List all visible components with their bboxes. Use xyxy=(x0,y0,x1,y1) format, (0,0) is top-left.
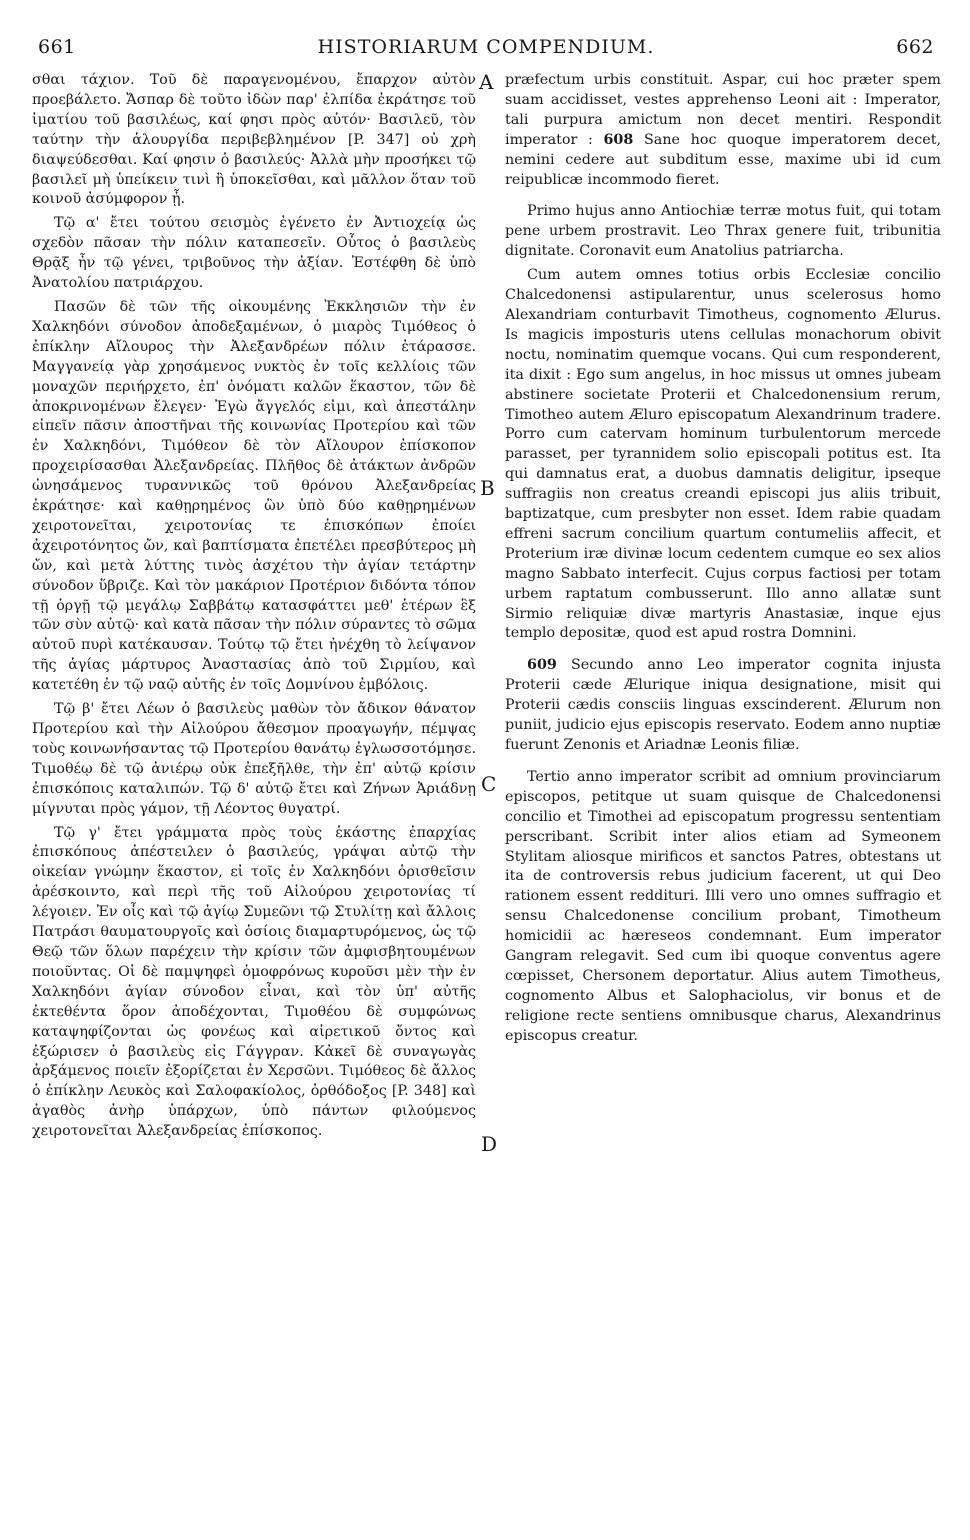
section-marker-b: B xyxy=(480,476,495,500)
greek-paragraph: σθαι τάχιον. Τοῦ δὲ παραγενομένου, ἔπαρχον αὐτὸν προεβάλετο. Ἄσπαρ δὲ τοῦτο ἰδὼν παρ' ἐλπίδα ἐκράτησε τοῦ ἱματίου τοῦ βασιλέως, καί φησι πρὸς αὐτόν· Βασιλεῦ, τὸν ταύτην τὴν ἁλουργίδα περιβεβλημένον [P. 347] οὐ χρὴ διαψεύδεσθαι. Καί φησιν ὁ βασιλεύς· Ἀλλὰ μὴν προσήκει τῷ βασιλεῖ μὴ ὑπείκειν τινὶ ἢ ὑποκεῖσθαι, καὶ μᾶλλον ὅταν τοῦ κοινοῦ ἀσύμφορον ᾖ. xyxy=(32,72,476,208)
section-number: 608 xyxy=(603,131,634,148)
greek-column xyxy=(32,71,476,1146)
latin-paragraph-text: Primo hujus anno Antiochiæ terræ motus fuit, qui totam pene urbem prostravit. Leo Thrax genere fuit, tribunitia dignitate. Coronavit eum Anatolius patriarcha. xyxy=(505,203,941,260)
greek-paragraph: Τῷ α' ἔτει τούτου σεισμὸς ἐγένετο ἐν Ἀντιοχείᾳ ὡς σχεδὸν πᾶσαν τὴν πόλιν καταπεσεῖν. Οὗτος ὁ βασιλεὺς Θρᾷξ ἦν τῷ γένει, τριβοῦνος τὴν ἀξίαν. Ἐστέφθη δὲ ὑπὸ Ἀνατολίου πατριάρχου. xyxy=(32,215,476,292)
latin-paragraph-text: Secundo anno Leo imperator cognita injusta Proterii cæde Ælurique iniqua designatione, misit qui Proterii cædis consciis linguas exscinderent. Ælurum non puniit, judicio ejus episcopis reservato. Eodem anno nuptiæ fuerunt Zenonis et Ariadnæ Leonis filiæ. xyxy=(505,657,942,753)
latin-paragraph-text: Tertio anno imperator scribit ad omnium provinciarum episcopos, petitque ut suam quisque de Chalcedonensi concilio et Timothei ad episcopatum progressu sententiam perscribant. Scribit inter alios etiam ad Symeonem Stylitam aliosque mirificos et sanctos Patres, obtestans ut ita de controversis rebus judicium facerent, ut qui Deo rationem essent reddituri. Illi vero uno omnes suffragio et sensu Chalcedonense concilium probant, Timotheum homicidii ac hæreseos condemnant. Eum imperator Gangram relegavit. Sed cum ibi quoque conventus agere cœpisset, Chersonem deportatur. Alius autem Timotheus, cognomento Albus et Salophaciolus, vir bonus et de religione recte sentiens omnibusque charus, Alexandrinus episcopus creatur. xyxy=(505,768,941,1044)
section-marker-c: C xyxy=(481,772,497,796)
section-marker-a: A xyxy=(479,70,494,94)
greek-paragraph: Τῷ β' ἔτει Λέων ὁ βασιλεὺς μαθὼν τὸν ἄδικον θάνατον Προτερίου καὶ τὴν Αἰλούρου ἄθεσμον προαγωγήν, πέμψας τοὺς κοινωνήσαντας τῷ Προτερίου θανάτῳ ἐγλωσσοτόμησε. Τιμοθέῳ δὲ τῷ ἀνιέρῳ οὐκ ἐπεξῆλθε, τὴν ἐπ' αὐτῷ κρίσιν ἐπισκόποις καταλιπών. Τῷ δ' αὐτῷ ἔτει καὶ Ζήνων Ἀριάδνῃ μίγνυται πρὸς γάμον, τῇ Λέοντος θυγατρί. xyxy=(32,701,476,817)
section-number: 609 xyxy=(527,657,557,674)
greek-paragraph: Τῷ γ' ἔτει γράμματα πρὸς τοὺς ἑκάστης ἐπαρχίας ἐπισκόπους ἀπέστειλεν ὁ βασιλεύς, γράψαι αὐτῷ τὴν οἰκείαν γνώμην ἕκαστον, εἰ τοῖς ἐν Χαλκηδόνι ὁρισθεῖσιν ἀρέσκοιντο, καὶ περὶ τῆς τοῦ Αἰλούρου χειροτονίας τί λέγοιεν. Ἐν οἷς καὶ τῷ ἁγίῳ Συμεῶνι τῷ Στυλίτῃ καὶ ἄλλοις Πατράσι θαυματουργοῖς καὶ ὁσίοις διαμαρτυρόμενος, ὡς τῷ Θεῷ τῶν ὅλων παρέχειν τὴν κρίσιν τῶν ἀμφισβητουμένων ποιοῦντας. Οἱ δὲ παμψηφεὶ ὁμοφρόνως κυροῦσι μὲν τὴν ἐν Χαλκηδόνι ἁγίαν σύνοδον εἶναι, καὶ τὸν ὑπ' αὐτῆς ἐκτεθέντα ὅρον ἀποδέχονται, Τιμοθέου δὲ συμφώνως καταψηφίζονται ὡς φονέως καὶ αἱρετικοῦ ὄντος καὶ ἐξώρισεν ὁ βασιλεὺς εἰς Γάγγραν. Κἀκεῖ δὲ συναγωγὰς ἀρξάμενος ποιεῖν ἐξορίζεται ἐν Χερσῶνι. Τιμόθεος δὲ ἄλλος ὁ ἐπίκλην Λευκὸς καὶ Σαλοφακίολος, ὀρθόδοξος [P. 348] καὶ ἀγαθὸς ἀνὴρ ὑπάρχων, ὑπὸ πάντων φιλούμενος χειροτονεῖται Ἀλεξανδρείας ἐπίσκοπος. xyxy=(32,824,476,1140)
running-title: HISTORIARUM COMPENDIUM. xyxy=(317,36,655,58)
section-marker-d: D xyxy=(481,1132,498,1156)
latin-paragraph xyxy=(505,266,941,644)
latin-paragraph xyxy=(505,71,941,190)
latin-paragraph-text: præfectum urbis constituit. Aspar, cui hoc præter spem suam accidisset, vestes apprehenso Leoni ait : Imperator, tali purpura amictum non decet mentiri. Respondit imperator : xyxy=(505,72,941,148)
latin-column xyxy=(505,71,941,1051)
page-number-right: 662 xyxy=(896,36,934,58)
latin-paragraph xyxy=(505,656,941,756)
running-header xyxy=(38,36,934,60)
page-number-left: 661 xyxy=(38,36,76,58)
latin-paragraph xyxy=(505,202,941,262)
latin-paragraph xyxy=(505,768,941,1047)
latin-paragraph-text: Sane hoc quoque imperatorem decet, nemini cedere aut subditum esse, maxime ubi id cum reipublicæ incommodo fieret. xyxy=(505,131,942,188)
latin-paragraph-text: Cum autem omnes totius orbis Ecclesiæ concilio Chalcedonensi astipularentur, unus scelerosus homo Alexandriam conturbavit Timotheus, cognomento Ælurus. Is magicis imposturis utens cellulas monachorum obivit noctu, nominatim quemque vocans. Qui cum responderent, ita dixit : Ego sum angelus, in hoc missus ut omnes jubeam abstinere societate Proterii et Chalcedonensium rerum, Timotheo autem Æluro episcopatum Alexandrinum tradere. Porro cum catervam hominum turbulentorum mercede parasset, per tyrannidem solio episcopali potitus est. Ita qui damnatus erat, a duobus damnatis deligitur, ipseque suffragiis non creatus creandi episcopi jus aliis tribuit, baptizatque, cum presbyter non esset. Idem rabie quadam effreni sacrum concilium quartum contumeliis affecit, et Proterium iræ divinæ locum cedentem cumque eo sex alios magno Sabbato interfecit. Cujus corpus factiosi per totam urbem raptatum combusserunt. Illo anno allatæ sunt Sirmio reliquiæ divæ martyris Anastasiæ, inque ejus templo depositæ, quod est apud rostra Domnini. xyxy=(505,267,941,642)
greek-paragraph: Πασῶν δὲ τῶν τῆς οἰκουμένης Ἐκκλησιῶν τὴν ἐν Χαλκηδόνι σύνοδον ἀποδεξαμένων, ὁ μιαρὸς Τιμόθεος ὁ ἐπίκλην Αἴλουρος τὴν Ἀλεξανδρέων πόλιν ἐτάρασσε. Μαγγανείᾳ γὰρ χρησάμενος νυκτὸς ἐν τοῖς κελλίοις τῶν μοναχῶν περιήρχετο, ἐπ' ὀνόματι καλῶν ἕκαστον, τῶν δὲ ἀποκρινομένων ἔλεγεν· Ἐγὼ ἄγγελός εἰμι, καὶ ἀπεστάλην εἰπεῖν πᾶσιν ἀποστῆναι τῆς κοινωνίας Προτερίου καὶ τῶν ἐν Χαλκηδόνι, Τιμόθεον δὲ τὸν Αἴλουρον ἐπίσκοπον προχειρίσασθαι Ἀλεξανδρείας. Πλῆθος δὲ ἀτάκτων ἀνδρῶν ὠνησάμενος τυραννικῶς τοῦ θρόνου Ἀλεξανδρείας ἐκράτησε· καὶ καθῃρημένος ὢν ὑπὸ δύο καθῃρημένων χειροτονεῖται, χειροτονίας τε ἐπισκόπων ἐποίει ἀχειροτόνητος ὤν, καὶ βαπτίσματα ἐπετέλει πρεσβύτερος μὴ ὤν, καὶ μετὰ λύττης τινὸς ἀσχέτου τὴν ἁγίαν τετάρτην σύνοδον ὕβριζε. Καὶ τὸν μακάριον Προτέριον διδόντα τόπον τῇ ὀργῇ τῷ μεγάλῳ Σαββάτῳ κατασφάττει μεθ' ἑτέρων ἓξ τῶν σὺν αὐτῷ· καὶ κατὰ πᾶσαν τὴν πόλιν σύραντες τὸ σῶμα αὐτοῦ πυρὶ κατέκαυσαν. Τούτῳ τῷ ἔτει ἠνέχθη τὸ λείψανον τῆς ἁγίας μάρτυρος Ἀναστασίας ἀπὸ τοῦ Σιρμίου, καὶ κατετέθη ἐν τῷ ναῷ αὐτῆς ἐν τοῖς Δομνίνου ἐμβόλοις. xyxy=(32,298,476,694)
